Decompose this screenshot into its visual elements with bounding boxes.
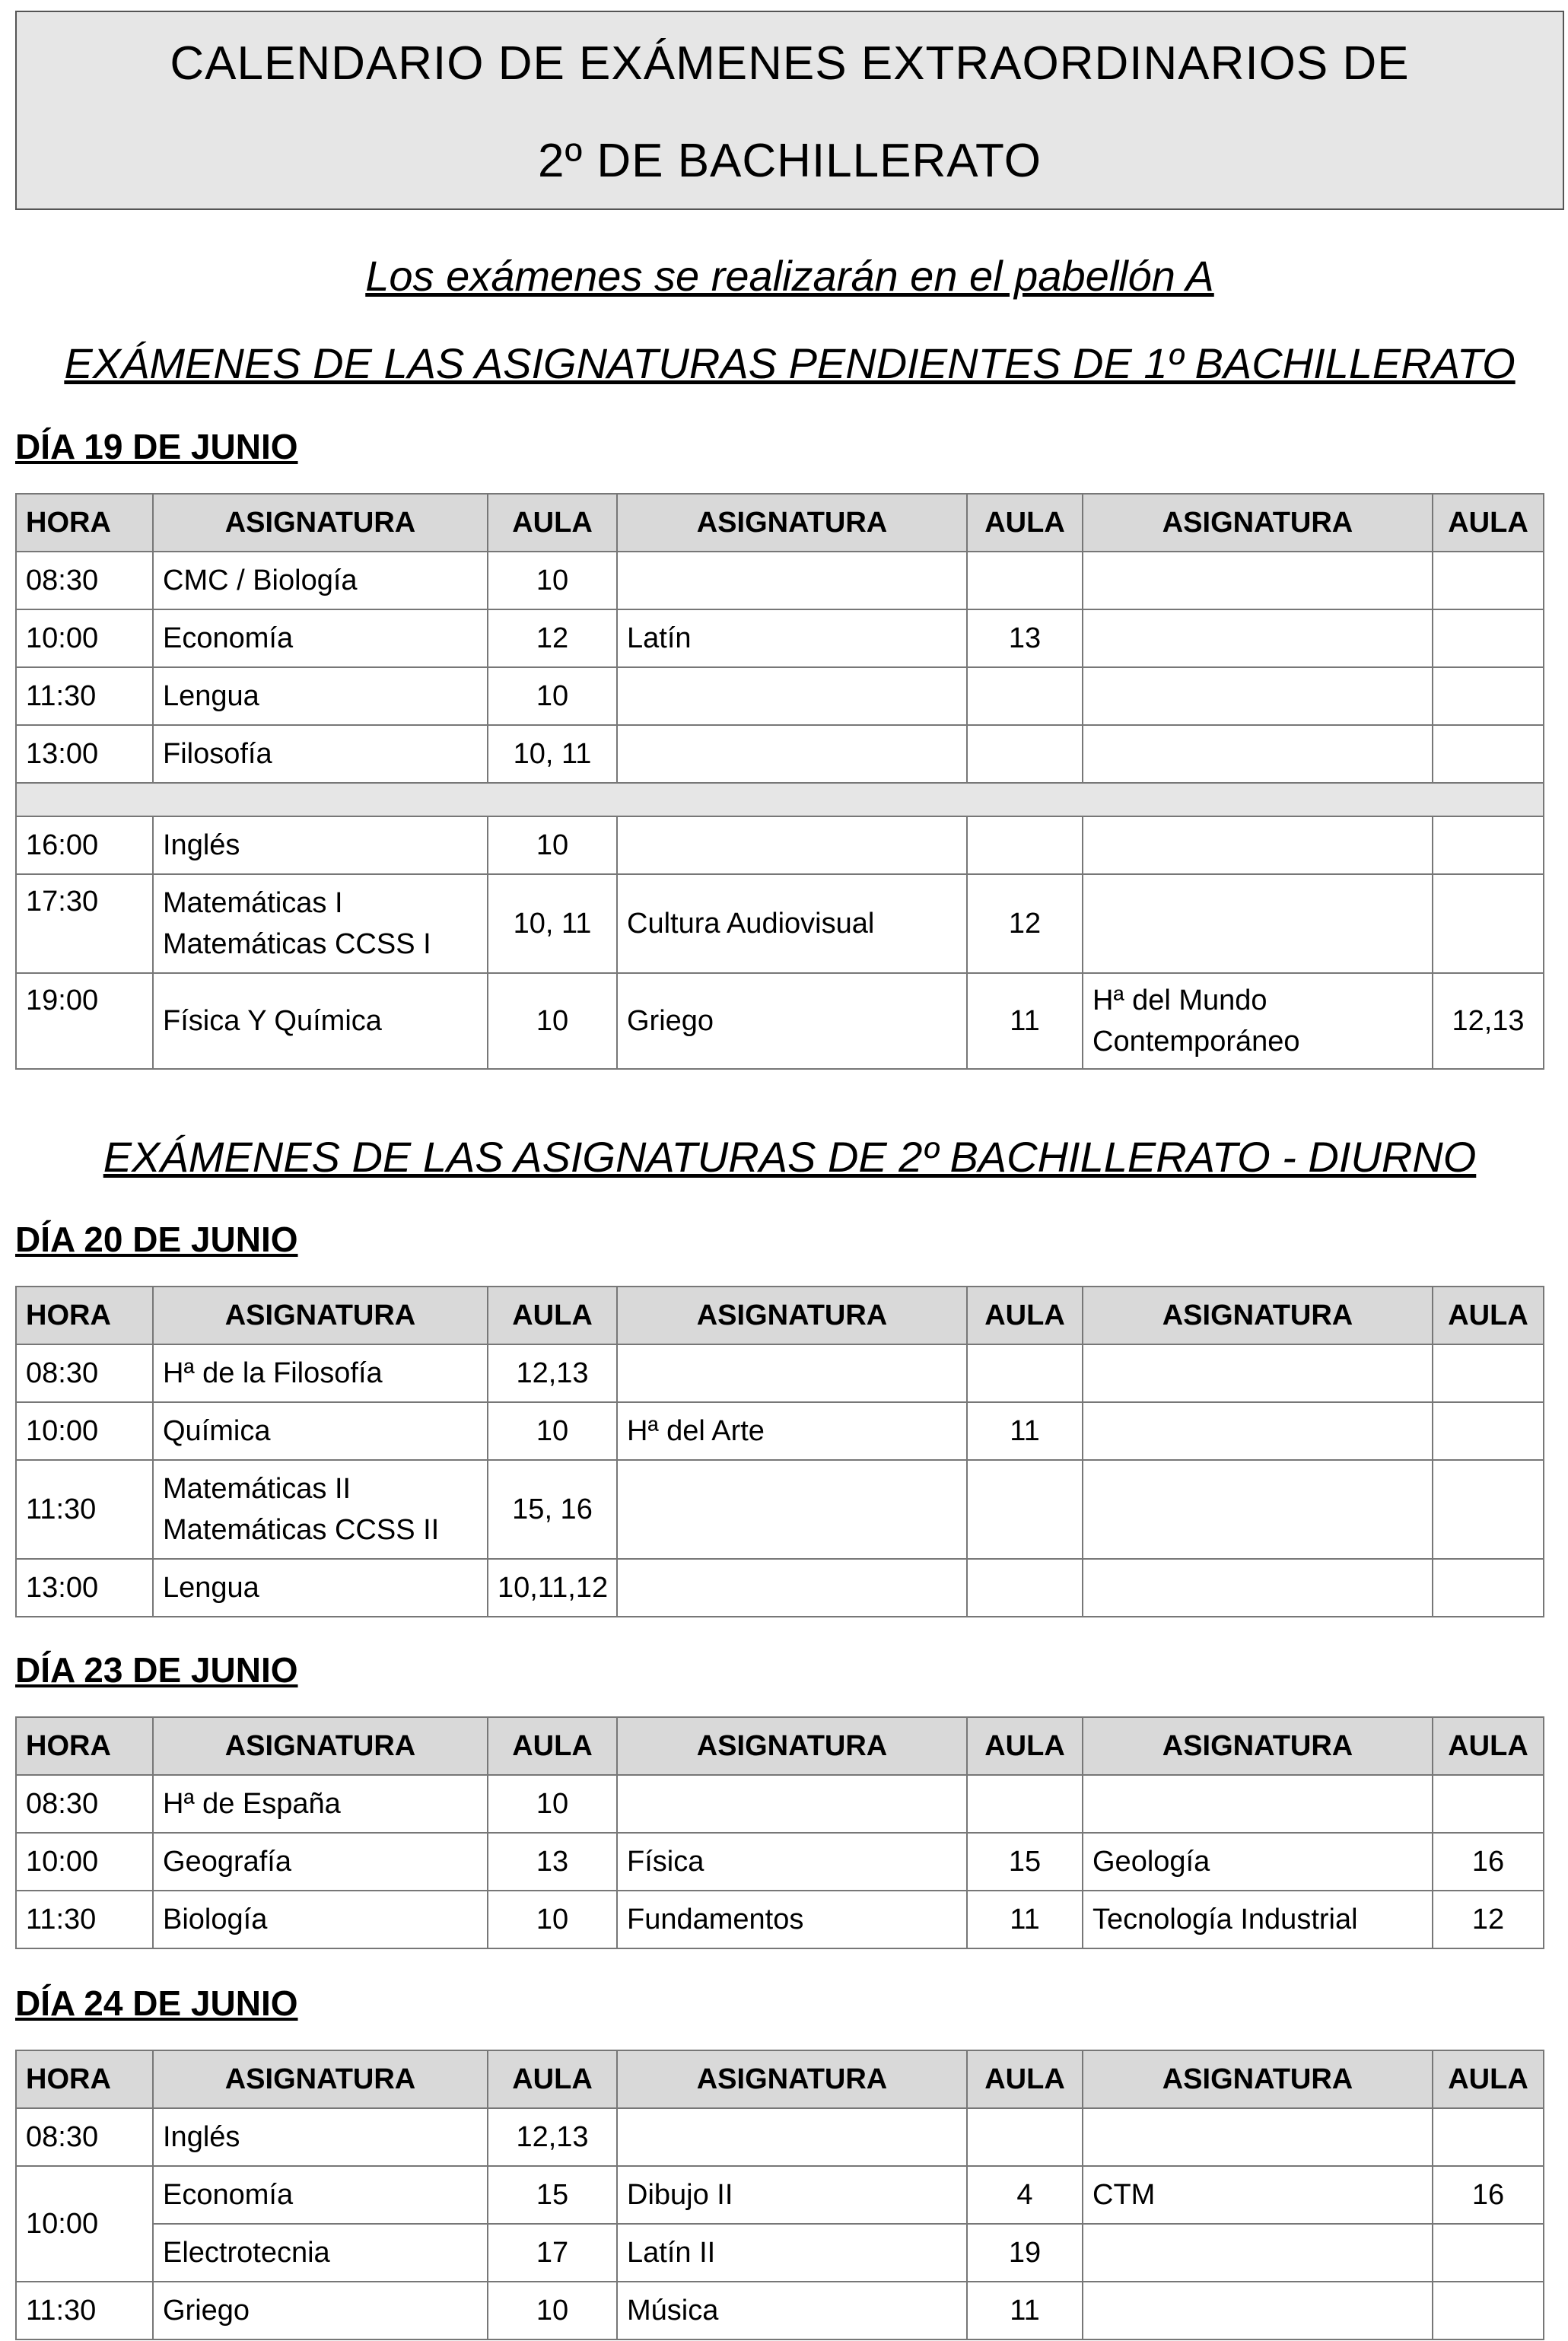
header-aula: AULA	[967, 2050, 1083, 2108]
asignatura-cell: Electrotecnia	[153, 2224, 488, 2282]
header-asignatura: ASIGNATURA	[153, 1717, 488, 1775]
asignatura-cell	[1083, 552, 1433, 609]
aula-cell: 19	[967, 2224, 1083, 2282]
aula-cell: 10	[488, 973, 617, 1069]
aula-cell: 15, 16	[488, 1460, 617, 1559]
header-aula: AULA	[1433, 1287, 1544, 1344]
aula-cell	[1433, 609, 1544, 667]
aula-cell	[1433, 1402, 1544, 1460]
header-asignatura: ASIGNATURA	[153, 1287, 488, 1344]
header-hora: HORA	[16, 1287, 153, 1344]
aula-cell: 12,13	[488, 1344, 617, 1402]
asignatura-cell: Tecnología Industrial	[1083, 1891, 1433, 1948]
asignatura-cell	[1083, 874, 1433, 973]
aula-cell	[1433, 725, 1544, 783]
asignatura-cell: Inglés	[153, 816, 488, 874]
aula-cell: 11	[967, 2282, 1083, 2339]
asignatura-line: Hª del Mundo	[1093, 984, 1267, 1016]
asignatura-cell: Griego	[617, 973, 967, 1069]
asignatura-cell: Economía	[153, 609, 488, 667]
header-aula: AULA	[1433, 1717, 1544, 1775]
asignatura-cell	[1083, 1402, 1433, 1460]
asignatura-cell: Dibujo II	[617, 2166, 967, 2224]
aula-cell	[1433, 2108, 1544, 2166]
asignatura-cell: Química	[153, 1402, 488, 1460]
header-aula: AULA	[488, 2050, 617, 2108]
asignatura-cell	[617, 2108, 967, 2166]
asignatura-cell	[617, 1460, 967, 1559]
header-asignatura: ASIGNATURA	[1083, 494, 1433, 552]
header-asignatura: ASIGNATURA	[617, 494, 967, 552]
aula-cell: 10	[488, 1891, 617, 1948]
aula-cell	[1433, 2282, 1544, 2339]
asignatura-cell: Latín II	[617, 2224, 967, 2282]
title-line-2: 2º DE BACHILLERATO	[537, 135, 1042, 187]
asignatura-cell: Hª del Arte	[617, 1402, 967, 1460]
header-asignatura: ASIGNATURA	[617, 1717, 967, 1775]
aula-cell: 12,13	[1433, 973, 1544, 1069]
table-row	[16, 1559, 1544, 1617]
table-row	[16, 1344, 1544, 1402]
asignatura-cell: CTM	[1083, 2166, 1433, 2224]
asignatura-line: Matemáticas CCSS II	[163, 1514, 440, 1546]
asignatura-line: Matemáticas CCSS I	[163, 928, 431, 960]
header-asignatura: ASIGNATURA	[1083, 1287, 1433, 1344]
title-line-1: CALENDARIO DE EXÁMENES EXTRAORDINARIOS DE	[170, 37, 1410, 90]
schedule-table-24	[15, 2050, 1544, 2340]
day-heading-24: DÍA 24 DE JUNIO	[15, 1983, 298, 2023]
header-aula: AULA	[967, 1287, 1083, 1344]
asignatura-line: Matemáticas II	[163, 1473, 351, 1505]
header-hora: HORA	[16, 494, 153, 552]
hora-cell: 19:00	[16, 973, 153, 1069]
table-row	[16, 816, 1544, 874]
asignatura-cell	[153, 1460, 488, 1559]
asignatura-cell	[617, 667, 967, 725]
asignatura-cell: Biología	[153, 1891, 488, 1948]
hora-cell: 10:00	[16, 1833, 153, 1891]
header-aula: AULA	[1433, 2050, 1544, 2108]
title-box	[15, 11, 1564, 210]
hora-cell: 17:30	[16, 874, 153, 973]
header-asignatura: ASIGNATURA	[1083, 1717, 1433, 1775]
header-aula: AULA	[488, 1287, 617, 1344]
asignatura-cell: Geología	[1083, 1833, 1433, 1891]
hora-cell: 08:30	[16, 552, 153, 609]
aula-cell: 12	[1433, 1891, 1544, 1948]
aula-cell	[967, 667, 1083, 725]
hora-cell: 11:30	[16, 667, 153, 725]
aula-cell: 10, 11	[488, 725, 617, 783]
asignatura-cell	[1083, 1460, 1433, 1559]
aula-cell: 16	[1433, 1833, 1544, 1891]
hora-cell: 08:30	[16, 1775, 153, 1833]
aula-cell	[967, 2108, 1083, 2166]
asignatura-cell: Lengua	[153, 1559, 488, 1617]
aula-cell	[967, 1344, 1083, 1402]
hora-cell: 10:00	[16, 2166, 153, 2282]
aula-cell: 15	[488, 2166, 617, 2224]
asignatura-cell: Inglés	[153, 2108, 488, 2166]
header-asignatura: ASIGNATURA	[153, 494, 488, 552]
aula-cell	[1433, 1344, 1544, 1402]
aula-cell: 12,13	[488, 2108, 617, 2166]
table-row	[16, 609, 1544, 667]
asignatura-cell	[1083, 725, 1433, 783]
aula-cell	[967, 816, 1083, 874]
hora-cell: 11:30	[16, 1891, 153, 1948]
aula-cell	[1433, 1559, 1544, 1617]
aula-cell: 12	[967, 874, 1083, 973]
asignatura-cell	[617, 816, 967, 874]
schedule-table-19	[15, 493, 1544, 1070]
aula-cell	[967, 1460, 1083, 1559]
hora-cell: 11:30	[16, 2282, 153, 2339]
asignatura-cell: Hª de la Filosofía	[153, 1344, 488, 1402]
header-aula: AULA	[488, 494, 617, 552]
asignatura-cell: Cultura Audiovisual	[617, 874, 967, 973]
table-row	[16, 2166, 1544, 2224]
asignatura-line: Contemporáneo	[1093, 1026, 1300, 1058]
table-row	[16, 1891, 1544, 1948]
aula-cell: 15	[967, 1833, 1083, 1891]
day-heading-20: DÍA 20 DE JUNIO	[15, 1220, 298, 1259]
asignatura-cell	[1083, 2108, 1433, 2166]
header-asignatura: ASIGNATURA	[617, 1287, 967, 1344]
table-row	[16, 725, 1544, 783]
asignatura-cell: Latín	[617, 609, 967, 667]
asignatura-cell: Lengua	[153, 667, 488, 725]
asignatura-cell: Fundamentos	[617, 1891, 967, 1948]
asignatura-cell	[1083, 973, 1433, 1069]
asignatura-cell: CMC / Biología	[153, 552, 488, 609]
aula-cell: 10	[488, 816, 617, 874]
table-row	[16, 2224, 1544, 2282]
hora-cell: 08:30	[16, 2108, 153, 2166]
aula-cell: 13	[967, 609, 1083, 667]
aula-cell: 11	[967, 1402, 1083, 1460]
aula-cell	[1433, 2224, 1544, 2282]
table-row	[16, 973, 1544, 1069]
asignatura-cell: Griego	[153, 2282, 488, 2339]
hora-cell: 13:00	[16, 725, 153, 783]
header-asignatura: ASIGNATURA	[153, 2050, 488, 2108]
aula-cell: 16	[1433, 2166, 1544, 2224]
asignatura-cell: Hª de España	[153, 1775, 488, 1833]
section-heading-pendientes: EXÁMENES DE LAS ASIGNATURAS PENDIENTES DE 1º BACHILLERATO	[64, 339, 1516, 387]
header-hora: HORA	[16, 2050, 153, 2108]
asignatura-cell	[617, 725, 967, 783]
asignatura-cell: Física Y Química	[153, 973, 488, 1069]
table-row	[16, 552, 1544, 609]
table-row	[16, 874, 1544, 973]
hora-cell: 13:00	[16, 1559, 153, 1617]
day-heading-19: DÍA 19 DE JUNIO	[15, 427, 298, 466]
aula-cell	[967, 1559, 1083, 1617]
header-asignatura: ASIGNATURA	[617, 2050, 967, 2108]
aula-cell	[1433, 667, 1544, 725]
table-header-row	[16, 1717, 1544, 1775]
asignatura-cell	[1083, 609, 1433, 667]
aula-cell	[967, 1775, 1083, 1833]
asignatura-line: Matemáticas I	[163, 887, 343, 919]
table-row	[16, 1833, 1544, 1891]
asignatura-cell: Filosofía	[153, 725, 488, 783]
aula-cell: 4	[967, 2166, 1083, 2224]
table-row	[16, 667, 1544, 725]
hora-cell: 16:00	[16, 816, 153, 874]
hora-cell: 11:30	[16, 1460, 153, 1559]
asignatura-cell	[1083, 2282, 1433, 2339]
asignatura-cell	[617, 1559, 967, 1617]
asignatura-cell	[617, 1775, 967, 1833]
schedule-table-23	[15, 1716, 1544, 1949]
table-row	[16, 1775, 1544, 1833]
header-aula: AULA	[488, 1717, 617, 1775]
asignatura-cell: Física	[617, 1833, 967, 1891]
aula-cell: 10	[488, 667, 617, 725]
afternoon-separator-row	[16, 783, 1544, 816]
schedule-table-20	[15, 1286, 1544, 1617]
table-row	[16, 1460, 1544, 1559]
aula-cell	[1433, 816, 1544, 874]
asignatura-cell	[617, 552, 967, 609]
separator-cell	[16, 783, 1544, 816]
aula-cell: 11	[967, 973, 1083, 1069]
asignatura-cell	[153, 874, 488, 973]
aula-cell	[1433, 1460, 1544, 1559]
section-heading-diurno: EXÁMENES DE LAS ASIGNATURAS DE 2º BACHILLERATO - DIURNO	[103, 1133, 1477, 1181]
aula-cell	[967, 725, 1083, 783]
hora-cell: 10:00	[16, 609, 153, 667]
aula-cell: 17	[488, 2224, 617, 2282]
header-aula: AULA	[1433, 494, 1544, 552]
aula-cell	[967, 552, 1083, 609]
aula-cell: 10,11,12	[488, 1559, 617, 1617]
aula-cell	[1433, 874, 1544, 973]
aula-cell: 13	[488, 1833, 617, 1891]
aula-cell	[1433, 1775, 1544, 1833]
asignatura-cell: Economía	[153, 2166, 488, 2224]
header-aula: AULA	[967, 494, 1083, 552]
hora-cell: 10:00	[16, 1402, 153, 1460]
asignatura-cell	[1083, 1344, 1433, 1402]
hora-cell: 08:30	[16, 1344, 153, 1402]
aula-cell: 10, 11	[488, 874, 617, 973]
aula-cell: 11	[967, 1891, 1083, 1948]
table-row	[16, 2108, 1544, 2166]
header-asignatura: ASIGNATURA	[1083, 2050, 1433, 2108]
table-row	[16, 2282, 1544, 2339]
asignatura-cell	[1083, 816, 1433, 874]
location-note: Los exámenes se realizarán en el pabellón A	[365, 252, 1214, 300]
asignatura-cell	[1083, 667, 1433, 725]
table-header-row	[16, 2050, 1544, 2108]
asignatura-cell	[1083, 2224, 1433, 2282]
asignatura-cell: Música	[617, 2282, 967, 2339]
asignatura-cell	[1083, 1559, 1433, 1617]
asignatura-cell	[1083, 1775, 1433, 1833]
day-heading-23: DÍA 23 DE JUNIO	[15, 1650, 298, 1690]
table-row	[16, 1402, 1544, 1460]
asignatura-cell	[617, 1344, 967, 1402]
asignatura-cell: Geografía	[153, 1833, 488, 1891]
aula-cell: 10	[488, 552, 617, 609]
aula-cell	[1433, 552, 1544, 609]
aula-cell: 12	[488, 609, 617, 667]
table-header-row	[16, 1287, 1544, 1344]
table-header-row	[16, 494, 1544, 552]
header-aula: AULA	[967, 1717, 1083, 1775]
aula-cell: 10	[488, 1775, 617, 1833]
aula-cell: 10	[488, 1402, 617, 1460]
aula-cell: 10	[488, 2282, 617, 2339]
header-hora: HORA	[16, 1717, 153, 1775]
